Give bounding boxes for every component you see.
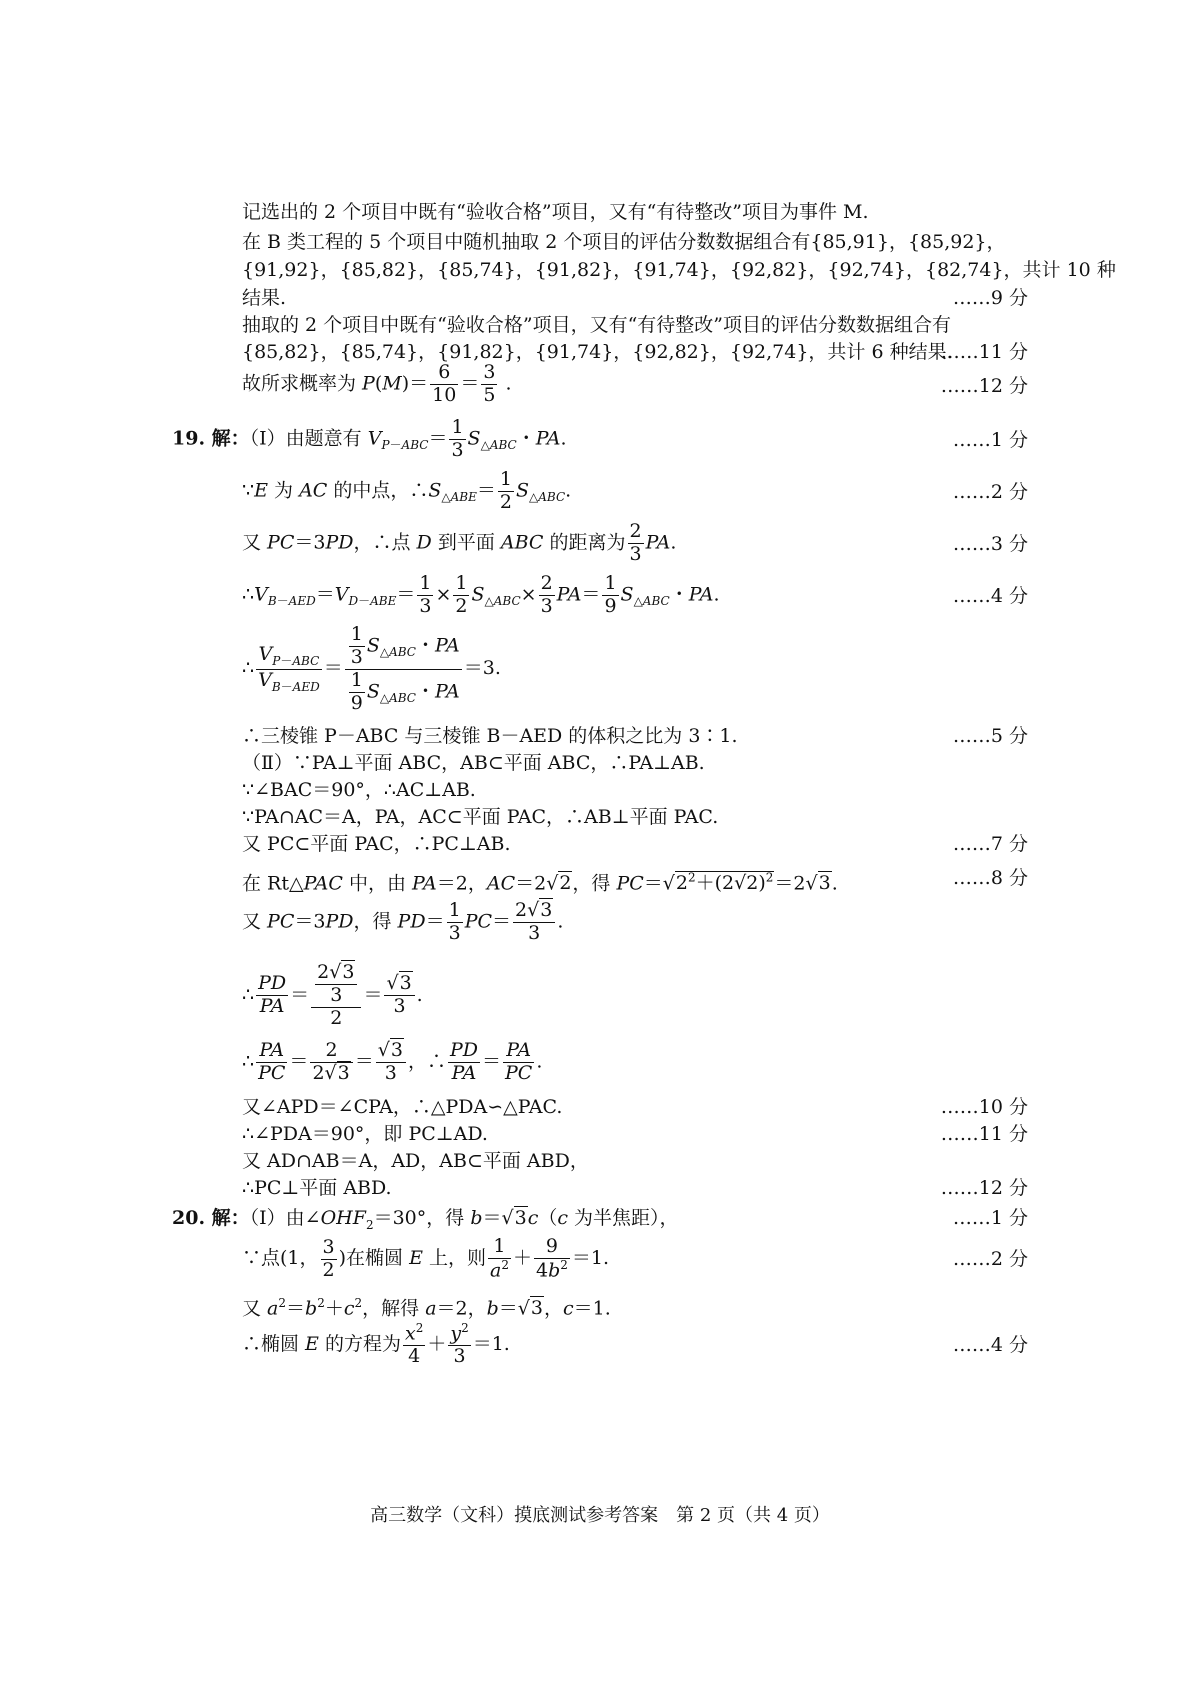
score-mark: ……8 分 — [952, 867, 1028, 889]
score-mark: ……4 分 — [952, 1334, 1028, 1356]
score-mark: ……4 分 — [952, 585, 1028, 607]
math-line: ∴ $\frac{PA}{PC}$ ＝ $\frac{2}{2√3}$ ＝ $\frac{√3}{3}$ ，∴ $\frac{PD}{PA}$ ＝ $\frac{PA}{PC}$ . — [242, 1039, 543, 1084]
math-line: ∵点(1， $\frac{3}{2}$ )在椭圆 E 上，则 $\frac{1}{a^2}$ ＋ $\frac{9}{4b^2}$ ＝1. — [242, 1235, 610, 1282]
math-line: ∴椭圆 E 的方程为 $\frac{x^2}{4}$ ＋ $\frac{y^2}{3}$ ＝1. — [242, 1321, 510, 1368]
score-mark: ……11 分 — [940, 341, 1028, 363]
text-line: 结果. — [242, 287, 287, 309]
text-line: （Ⅱ）∵PA⊥平面 ABC，AB⊂平面 ABC，∴PA⊥AB. — [242, 752, 705, 774]
math-line: 又 PC＝3PD，得 PD＝ $\frac{1}{3}$ PC＝ $\frac{2√3}{3}$ . — [242, 899, 564, 944]
probability-line: 故所求概率为 P(M)＝ $\frac{6}{10}$ ＝ $\frac{3}{5}$ . — [242, 361, 512, 406]
score-mark: ……9 分 — [952, 287, 1028, 309]
score-mark: ……12 分 — [940, 375, 1028, 397]
text-line: 又∠APD＝∠CPA，∴△PDA∽△PAC. — [242, 1096, 563, 1118]
text-line: ∵∠BAC＝90°，∴AC⊥AB. — [242, 779, 476, 801]
score-mark: ……3 分 — [952, 533, 1028, 555]
math-line: ∵E 为 AC 的中点，$\therefore S_{\triangle ABE}=$ $\frac{1}{2}$ $S_{\triangle ABC}$. — [242, 468, 572, 513]
score-mark: ……10 分 — [940, 1096, 1028, 1118]
problem-19-line-1: 19. 解：（Ⅰ）由题意有 $V_{P-ABC}=$ $\frac{1}{3}$ $S_{\triangle ABC}$・PA. — [172, 416, 567, 461]
text-line: {85,82}，{85,74}，{91,82}，{91,74}，{92,82}，{92,74}，共计 6 种结果. — [242, 341, 953, 363]
text-line: ∴PC⊥平面 ABD. — [242, 1177, 392, 1199]
math-line: ∴ $\frac{PD}{PA}$ ＝ $\frac{\frac{2√3}{3}}{2}$ ＝ $\frac{√3}{3}$ . — [242, 961, 423, 1029]
problem-20-line-1: 20. 解：（Ⅰ）由$\angle OHF_2=30^\circ$，得 b＝√3c（c 为半焦距）， — [172, 1207, 679, 1232]
problem-label: 20. 解： — [172, 1207, 250, 1229]
score-mark: ……7 分 — [952, 833, 1028, 855]
text-line: 抽取的 2 个项目中既有“验收合格”项目，又有“有待整改”项目的评估分数数据组合有 — [242, 314, 952, 336]
problem-label: 19. 解： — [172, 427, 250, 450]
text-line: ∴三棱锥 P－ABC 与三棱锥 B－AED 的体积之比为 3∶1. — [242, 725, 738, 747]
text-line: ∵PA∩AC＝A，PA，AC⊂平面 PAC，∴AB⊥平面 PAC. — [242, 806, 719, 828]
page-footer: 高三数学（文科）摸底测试参考答案 第 2 页（共 4 页） — [370, 1505, 830, 1526]
text-line: ∴∠PDA＝90°，即 PC⊥AD. — [242, 1123, 488, 1145]
math-line: ∴ $V_{P-ABC}$ $V_{B-AED}$ ＝ $\frac{1}{3}$ $S_{\triangle ABC}$・PA $\frac{1}{9}$ $S_{\triangle ABC}$・PA ＝3. — [242, 623, 501, 714]
score-mark: ……11 分 — [940, 1123, 1028, 1145]
score-mark: ……1 分 — [952, 429, 1028, 451]
text-line: 记选出的 2 个项目中既有“验收合格”项目，又有“有待整改”项目为事件 M. — [242, 201, 869, 223]
score-mark: ……1 分 — [952, 1207, 1028, 1229]
score-mark: ……2 分 — [952, 1248, 1028, 1270]
math-line: $\therefore V_{B-AED}=V_{D-ABE}=$ $\frac{1}{3}$ × $\frac{1}{2}$ $S_{\triangle ABC}\times$ $\frac{2}{3}$ PA＝ $\frac{1}{9}$ $S_{\triangle ABC}$・PA. — [242, 572, 720, 617]
math-line: 在 Rt△PAC 中，由 PA＝2，AC＝2√2，得 $PC=√2^2+(2√2)^2=2√3$. — [242, 871, 838, 895]
math-line: 又 PC＝3PD，∴点 D 到平面 ABC 的距离为 $\frac{2}{3}$ PA. — [242, 520, 677, 565]
score-mark: ……5 分 — [952, 725, 1028, 747]
math-line: 又 $a^2=b^2+c^2$，解得 a＝2，b＝√3，c＝1. — [242, 1296, 611, 1320]
score-mark: ……2 分 — [952, 481, 1028, 503]
text-line: 在 B 类工程的 5 个项目中随机抽取 2 个项目的评估分数数据组合有{85,91}，{85,92}， — [242, 231, 1006, 253]
text-line: 又 AD∩AB＝A，AD，AB⊂平面 ABD， — [242, 1150, 589, 1172]
score-mark: ……12 分 — [940, 1177, 1028, 1199]
text-line: {91,92}，{85,82}，{85,74}，{91,82}，{91,74}，{92,82}，{92,74}，{82,74}，共计 10 种 — [242, 259, 1116, 281]
text-line: 又 PC⊂平面 PAC，∴PC⊥AB. — [242, 833, 511, 855]
